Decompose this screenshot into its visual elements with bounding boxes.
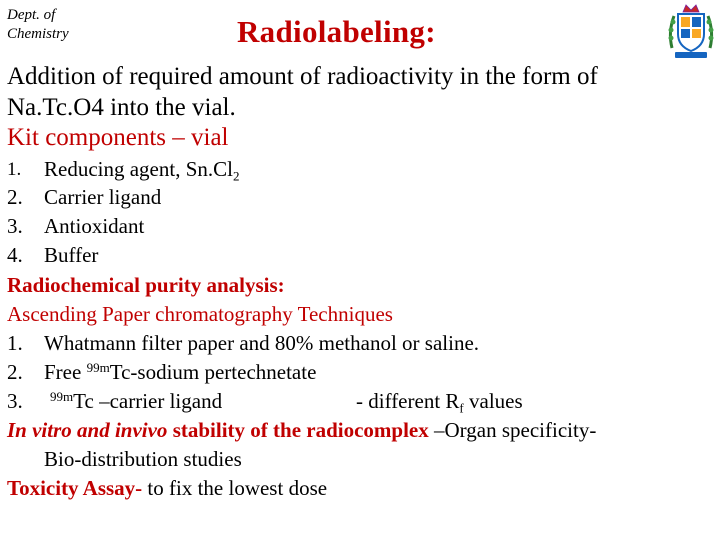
free-prefix: Free (44, 360, 87, 385)
slide-title: Radiolabeling: (237, 14, 436, 49)
subscript: 2 (232, 168, 240, 184)
toxicity-line (7, 476, 327, 501)
list-text: Carrier ligand (44, 185, 162, 209)
list-item (0, 214, 720, 243)
list-number: 4. (7, 243, 23, 267)
stability-line (7, 418, 596, 443)
list-item (0, 389, 720, 418)
rf-note (356, 389, 523, 417)
pertechnetate-text: Tc-sodium pertechnetate (109, 360, 317, 385)
list-number: 3. (7, 214, 23, 238)
dept-line-2: Chemistry (7, 26, 69, 42)
kit-heading: Kit components – vial (7, 124, 229, 151)
rf-subscript: f (459, 400, 464, 416)
list-item (0, 331, 720, 360)
list-text: Antioxidant (44, 214, 145, 238)
intro-line-2: Na.Tc.O4 into the vial. (7, 94, 236, 121)
purity-list (0, 331, 720, 418)
superscript: 99m (50, 389, 74, 404)
intro-paragraph (7, 61, 598, 123)
university-crest-icon (666, 2, 716, 60)
superscript: 99m (86, 360, 110, 375)
reducing-agent-text: Reducing agent, Sn.Cl (44, 157, 233, 181)
organ-specificity-text: –Organ specificity- (428, 418, 597, 442)
list-item (0, 243, 720, 272)
biodistribution-line: Bio-distribution studies (44, 447, 242, 471)
dept-line-1: Dept. of (7, 7, 56, 23)
list-number: 3. (7, 389, 23, 413)
list-number: 1. (7, 159, 22, 180)
list-text (44, 360, 316, 385)
list-text (44, 157, 240, 185)
purity-heading: Radiochemical purity analysis: (7, 273, 285, 297)
list-number: 1. (7, 331, 23, 355)
carrier-ligand-text: Tc –carrier ligand (73, 389, 223, 414)
list-item (0, 185, 720, 214)
toxicity-label: Toxicity Assay- (7, 476, 143, 500)
technique-line: Ascending Paper chromatography Techniques (7, 302, 393, 326)
list-number: 2. (7, 360, 23, 384)
list-item (0, 360, 720, 389)
rf-prefix: - different R (356, 389, 460, 413)
list-item (0, 157, 720, 185)
list-number: 2. (7, 185, 23, 209)
intro-line-1: Addition of required amount of radioactivity in the form of (7, 63, 598, 90)
stability-label: stability of the radiocomplex (167, 418, 429, 442)
toxicity-text: to fix the lowest dose (142, 476, 328, 500)
kit-list (0, 157, 720, 272)
list-text: Buffer (44, 243, 99, 267)
department-label (7, 6, 69, 44)
list-text (50, 389, 222, 414)
rf-suffix: values (463, 389, 523, 413)
in-vitro-label: In vitro and invivo (7, 418, 168, 442)
list-text: Whatmann filter paper and 80% methanol or saline. (44, 331, 480, 355)
